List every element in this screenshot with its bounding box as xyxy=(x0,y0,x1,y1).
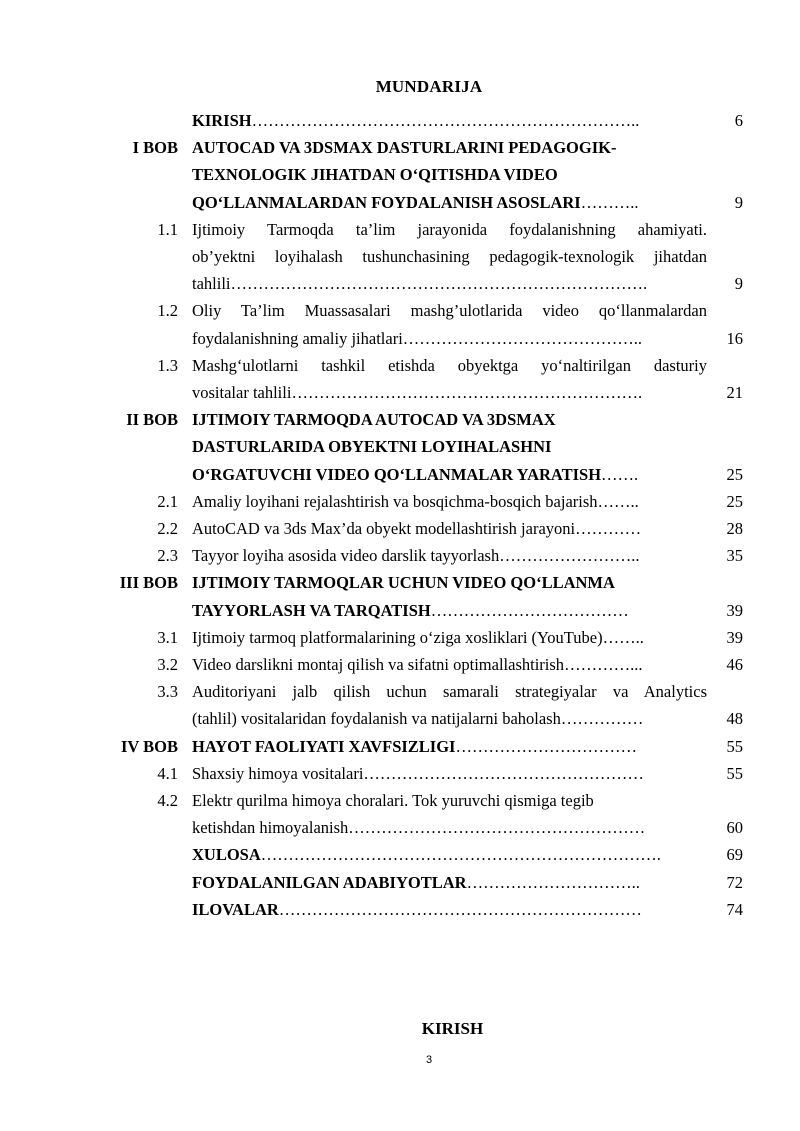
toc-entry-page: 39 xyxy=(726,600,743,620)
toc-entry-line: Tayyor loyiha asosida video darslik tayyorlash xyxy=(192,546,500,566)
toc-entry-line: Elektr qurilma himoya choralari. Tok yuruvchi qismiga tegib xyxy=(192,791,594,811)
toc-leader-dots: ……………………………… xyxy=(430,600,629,620)
toc-leader-dots: …………... xyxy=(564,655,643,675)
toc-entry[interactable] xyxy=(0,760,800,787)
toc-entry-title xyxy=(192,896,707,923)
toc-leader-dots: ………… xyxy=(575,519,642,539)
toc-entry-line: Auditoriyani jalb qilish uchun samarali strategiyalar va Analytics xyxy=(192,682,707,702)
toc-entry-line: TAYYORLASH VA TARQATISH xyxy=(192,600,431,620)
toc-entry-line: ILOVALAR xyxy=(192,899,279,919)
toc-entry[interactable] xyxy=(0,733,800,760)
toc-entry-page: 25 xyxy=(726,464,743,484)
toc-entry-page: 55 xyxy=(726,763,743,783)
toc-entry-number: I BOB xyxy=(132,138,178,158)
toc-entry-line: Ijtimoiy tarmoq platformalarining o‘ziga xosliklari (YouTube) xyxy=(192,627,603,647)
toc-entry-title xyxy=(192,134,707,216)
toc-entry[interactable] xyxy=(0,488,800,515)
toc-entry-line: IJTIMOIY TARMOQDA AUTOCAD VA 3DSMAX xyxy=(192,410,556,430)
toc-entry-line: Mashg‘ulotlarni tashkil etishda obyektga yo‘naltirilgan dasturiy xyxy=(192,355,707,375)
toc-entry-line: TEXNOLOGIK JIHATDAN O‘QITISHDA VIDEO xyxy=(192,165,558,185)
toc-entry-title xyxy=(192,406,707,488)
toc-entry-title xyxy=(192,569,707,623)
toc-entry-line: foydalanishning amaliy jihatlari xyxy=(192,328,403,348)
toc-entry[interactable] xyxy=(0,542,800,569)
toc-entry-title xyxy=(192,678,707,732)
toc-entry-title xyxy=(192,216,707,298)
toc-leader-dots: ………………………………………………………………. xyxy=(260,845,661,865)
toc-entry-number: 3.3 xyxy=(157,682,178,702)
toc-entry-title xyxy=(192,515,707,542)
toc-leader-dots: …………………….. xyxy=(499,546,640,566)
toc-entry[interactable] xyxy=(0,216,800,298)
toc-entry-number: IV BOB xyxy=(120,736,178,756)
toc-leader-dots: …………………………………………… xyxy=(363,763,644,783)
toc-entry-page: 16 xyxy=(726,328,743,348)
toc-entry-page: 9 xyxy=(734,274,743,294)
toc-entry-page: 6 xyxy=(734,111,743,130)
toc-entry[interactable] xyxy=(0,569,800,623)
toc-entry-line: AutoCAD va 3ds Max’da obyekt modellashtirish jarayoni xyxy=(192,519,576,539)
toc-entry[interactable] xyxy=(0,896,800,923)
table-of-contents xyxy=(0,107,800,923)
toc-entry-title xyxy=(192,297,707,351)
toc-leader-dots: ………………………………………………………… xyxy=(278,899,642,919)
toc-entry-title xyxy=(192,107,707,134)
toc-entry[interactable] xyxy=(0,624,800,651)
toc-entry-number: 4.1 xyxy=(157,763,178,783)
toc-entry-title xyxy=(192,542,707,569)
toc-leader-dots: ………………………………………………………. xyxy=(291,383,643,403)
toc-entry-number: 4.2 xyxy=(157,791,178,811)
toc-entry-title xyxy=(192,869,707,896)
section-heading: KIRISH xyxy=(421,1019,484,1038)
toc-entry[interactable] xyxy=(0,352,800,406)
page-number: 3 xyxy=(425,1054,433,1066)
toc-entry-title xyxy=(192,760,707,787)
toc-entry-number: 2.2 xyxy=(157,519,178,539)
toc-entry-title xyxy=(192,624,707,651)
toc-entry-page: 69 xyxy=(726,845,743,865)
toc-entry[interactable] xyxy=(0,107,800,134)
toc-entry-line: ob’yektni loyihalash tushunchasining pedagogik-texnologik jihatdan xyxy=(192,247,707,267)
toc-entry-page: 74 xyxy=(726,899,743,919)
toc-leader-dots: …………… xyxy=(560,709,644,729)
toc-entry-page: 9 xyxy=(734,192,743,212)
toc-entry-number: II BOB xyxy=(126,410,178,430)
toc-entry-number: 1.2 xyxy=(157,301,178,321)
toc-leader-dots: …………………………………….. xyxy=(402,328,643,348)
toc-entry-line: tahlili xyxy=(192,274,231,294)
toc-entry-line: KIRISH xyxy=(192,111,252,130)
toc-entry-number: 1.1 xyxy=(157,219,178,239)
toc-entry-page: 28 xyxy=(726,519,743,539)
toc-entry[interactable] xyxy=(0,841,800,868)
toc-entry-page: 39 xyxy=(726,627,743,647)
toc-entry-line: Ijtimoiy Tarmoqda ta’lim jarayonida foydalanishning ahamiyati. xyxy=(192,219,707,239)
toc-entry-title xyxy=(192,488,707,515)
toc-entry-title xyxy=(192,651,707,678)
toc-entry-number: 3.2 xyxy=(157,655,178,675)
toc-entry-number: 1.3 xyxy=(157,355,178,375)
toc-leader-dots: ……….. xyxy=(580,192,639,212)
toc-entry-number: 2.3 xyxy=(157,546,178,566)
toc-leader-dots: ………………………….. xyxy=(466,872,640,892)
toc-entry-number: 2.1 xyxy=(157,491,178,511)
toc-entry-line: FOYDALANILGAN ADABIYOTLAR xyxy=(192,872,467,892)
toc-entry-page: 46 xyxy=(726,655,743,675)
toc-entry-page: 21 xyxy=(726,383,743,403)
toc-entry-title xyxy=(192,352,707,406)
toc-entry-line: DASTURLARIDA OBYEKTNI LOYIHALASHNI xyxy=(192,437,552,457)
toc-leader-dots: …………………………………………………………………. xyxy=(230,274,648,294)
toc-entry-page: 72 xyxy=(726,872,743,892)
toc-entry-number: 3.1 xyxy=(157,627,178,647)
toc-leader-dots: …….. xyxy=(602,627,644,647)
toc-entry[interactable] xyxy=(0,678,800,732)
toc-entry-page: 55 xyxy=(726,736,743,756)
toc-leader-dots: …………………………… xyxy=(455,736,637,756)
toc-entry[interactable] xyxy=(0,651,800,678)
toc-entry-page: 35 xyxy=(726,546,743,566)
toc-entry-line: ketishdan himoyalanish xyxy=(192,818,349,838)
toc-entry[interactable] xyxy=(0,297,800,351)
toc-entry-line: vositalar tahlili xyxy=(192,383,292,403)
toc-entry[interactable] xyxy=(0,869,800,896)
toc-entry[interactable] xyxy=(0,515,800,542)
toc-entry-line: O‘RGATUVCHI VIDEO QO‘LLANMALAR YARATISH xyxy=(192,464,602,484)
toc-entry-line: Oliy Ta’lim Muassasalari mashg’ulotlarida video qo‘llanmalardan xyxy=(192,301,707,321)
toc-entry-title xyxy=(192,787,707,841)
toc-entry-line: QO‘LLANMALARDAN FOYDALANISH ASOSLARI xyxy=(192,192,581,212)
toc-leader-dots: …………………………………………………………….. xyxy=(251,111,640,130)
toc-entry-number: III BOB xyxy=(119,573,178,593)
toc-entry-page: 48 xyxy=(726,709,743,729)
toc-entry-line: Amaliy loyihani rejalashtirish va bosqichma-bosqich bajarish xyxy=(192,491,598,511)
toc-entry-page: 60 xyxy=(726,818,743,838)
toc-entry-line: XULOSA xyxy=(192,845,261,865)
toc-entry-title xyxy=(192,841,707,868)
toc-leader-dots: ……. xyxy=(601,464,639,484)
toc-entry-page: 25 xyxy=(726,491,743,511)
toc-entry-line: (tahlil) vositalaridan foydalanish va natijalarni baholash xyxy=(192,709,561,729)
toc-entry-line: AUTOCAD VA 3DSMAX DASTURLARINI PEDAGOGIK- xyxy=(192,138,617,158)
toc-leader-dots: …….. xyxy=(597,491,639,511)
toc-entry-line: IJTIMOIY TARMOQLAR UCHUN VIDEO QO‘LLANMA xyxy=(192,573,615,593)
toc-entry[interactable] xyxy=(0,406,800,488)
toc-entry[interactable] xyxy=(0,134,800,216)
toc-heading: MUNDARIJA xyxy=(375,77,483,96)
toc-entry-line: Video darslikni montaj qilish va sifatni optimallashtirish xyxy=(192,655,565,675)
toc-entry-line: Shaxsiy himoya vositalari xyxy=(192,763,364,783)
toc-leader-dots: ……………………………………………… xyxy=(348,818,646,838)
toc-entry[interactable] xyxy=(0,787,800,841)
toc-entry-title xyxy=(192,733,707,760)
toc-entry-line: HAYOT FAOLIYATI XAVFSIZLIGI xyxy=(192,736,456,756)
